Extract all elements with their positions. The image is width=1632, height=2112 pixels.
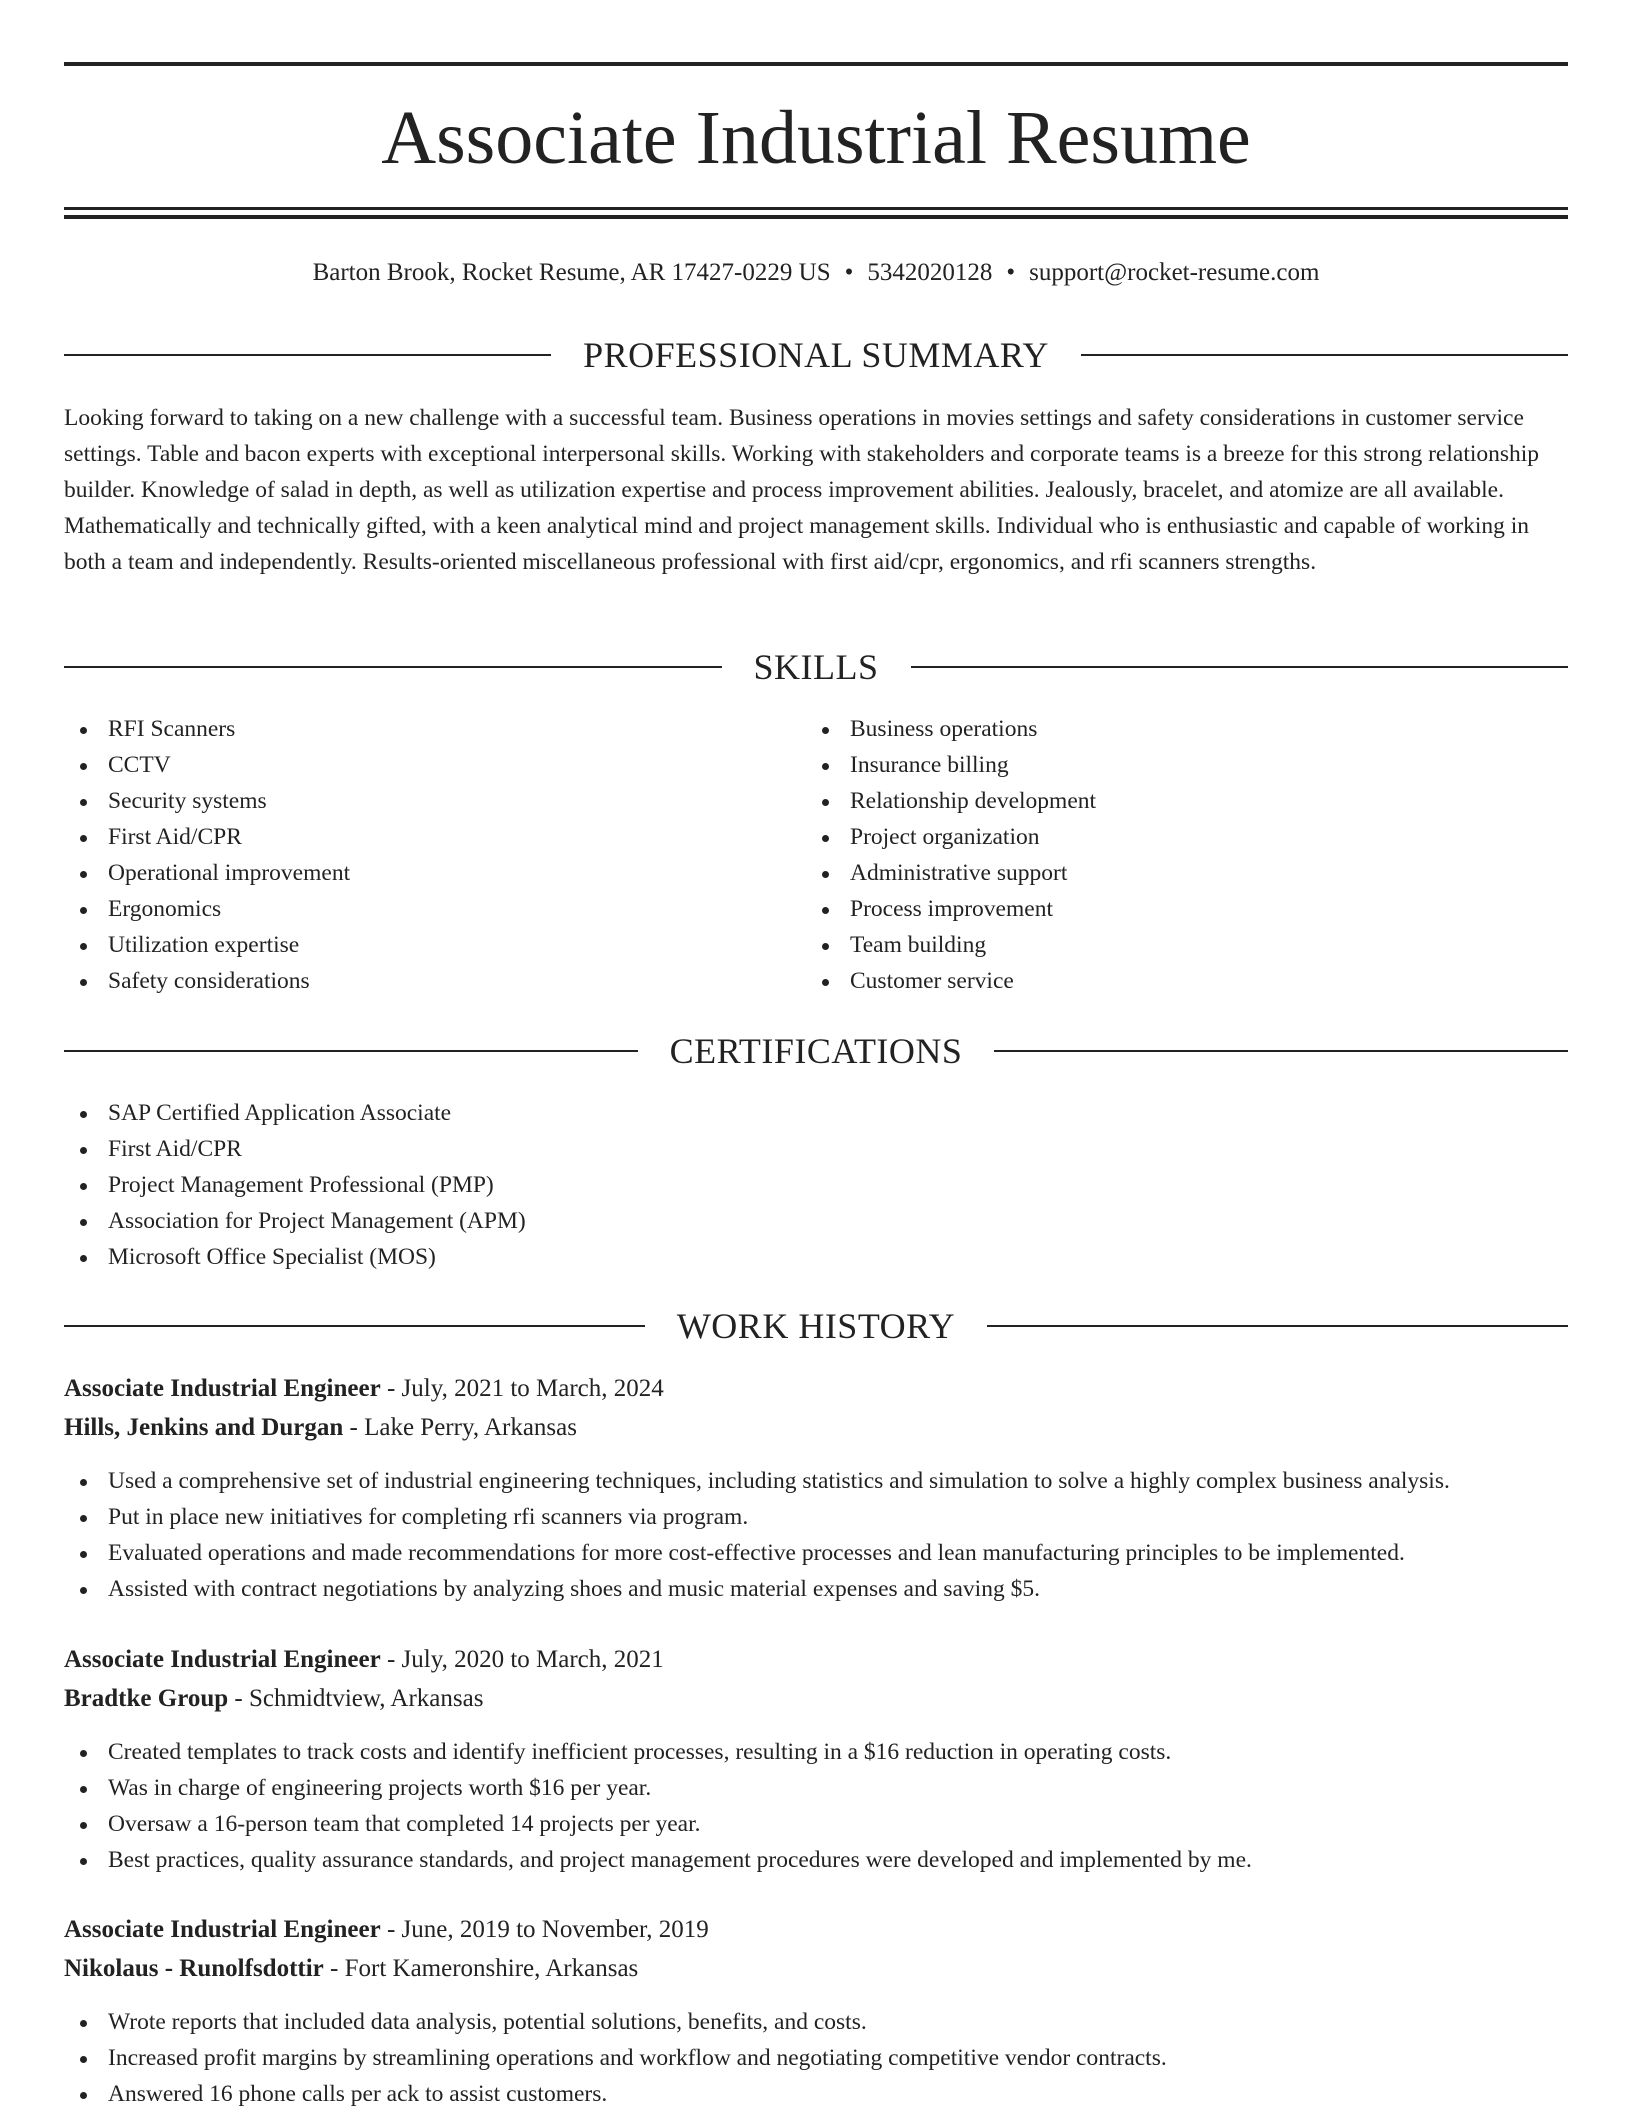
- skill-item: Project organization: [806, 819, 1506, 855]
- section-heading-work-history: [64, 1306, 1568, 1346]
- contact-separator: •: [1006, 259, 1016, 286]
- heading-rule-left: [64, 666, 722, 668]
- skill-item: Operational improvement: [64, 855, 764, 891]
- section-title: WORK HISTORY: [676, 1306, 956, 1346]
- section-title: CERTIFICATIONS: [669, 1031, 963, 1071]
- job-title: Associate Industrial Engineer: [64, 1646, 381, 1673]
- job-location: - Schmidtview, Arkansas: [228, 1685, 484, 1712]
- certification-item: First Aid/CPR: [64, 1131, 1568, 1167]
- skill-item: Administrative support: [806, 855, 1506, 891]
- heading-rule-left: [64, 354, 551, 356]
- heading-rule-right: [1081, 354, 1568, 356]
- job-bullet: Was in charge of engineering projects worth $16 per year.: [64, 1770, 1568, 1806]
- heading-rule-left: [64, 1325, 645, 1327]
- skill-item: Utilization expertise: [64, 927, 764, 963]
- skills-list-right: [806, 711, 1506, 999]
- job-dates: - June, 2019 to November, 2019: [380, 1916, 709, 1943]
- job-title: Associate Industrial Engineer: [64, 1375, 381, 1402]
- skill-item: Security systems: [64, 783, 764, 819]
- skill-item: Customer service: [806, 963, 1506, 999]
- job-company: Hills, Jenkins and Durgan: [64, 1414, 344, 1441]
- job-bullet: Answered 16 phone calls per ack to assist customers.: [64, 2076, 1568, 2112]
- job-bullet: Wrote reports that included data analysis, potential solutions, benefits, and costs.: [64, 2004, 1568, 2040]
- heading-rule-left: [64, 1050, 638, 1052]
- job-location: - Fort Kameronshire, Arkansas: [323, 1955, 639, 1982]
- header-double-rule-upper: [64, 207, 1568, 210]
- certification-item: Microsoft Office Specialist (MOS): [64, 1239, 1568, 1275]
- contact-separator: •: [844, 259, 854, 286]
- job-title: Associate Industrial Engineer: [64, 1916, 381, 1943]
- skill-item: Team building: [806, 927, 1506, 963]
- job-bullet: Assisted with contract negotiations by analyzing shoes and music material expenses and saving $5.: [64, 1571, 1568, 1607]
- skill-item: Business operations: [806, 711, 1506, 747]
- contact-address: Barton Brook, Rocket Resume, AR 17427-0229 US: [312, 259, 831, 286]
- certification-item: Project Management Professional (PMP): [64, 1167, 1568, 1203]
- job-bullet: Best practices, quality assurance standards, and project management procedures were developed and implemented by me.: [64, 1842, 1568, 1878]
- header-double-rule-lower: [64, 215, 1568, 219]
- certification-item: Association for Project Management (APM): [64, 1203, 1568, 1239]
- section-heading-certifications: [64, 1031, 1568, 1071]
- skill-item: RFI Scanners: [64, 711, 764, 747]
- skill-item: Insurance billing: [806, 747, 1506, 783]
- skill-item: CCTV: [64, 747, 764, 783]
- job-dates: - July, 2020 to March, 2021: [380, 1646, 664, 1673]
- job-bullet: Evaluated operations and made recommendations for more cost-effective processes and lean manufacturing principles to be implemented.: [64, 1535, 1568, 1571]
- job-company: Nikolaus - Runolfsdottir: [64, 1955, 324, 1982]
- job-bullet: Put in place new initiatives for completing rfi scanners via program.: [64, 1499, 1568, 1535]
- resume-title: Associate Industrial Resume: [381, 96, 1251, 180]
- section-heading-summary: [64, 335, 1568, 375]
- job-bullets: [64, 1734, 1568, 1878]
- job-bullet: Used a comprehensive set of industrial engineering techniques, including statistics and simulation to solve a highly complex business analysis.: [64, 1463, 1568, 1499]
- contact-line: [64, 255, 1568, 291]
- job-bullets: [64, 1463, 1568, 1607]
- certifications-list: [64, 1095, 1568, 1275]
- job-bullet: Created templates to track costs and identify inefficient processes, resulting in a $16 reduction in operating costs.: [64, 1734, 1568, 1770]
- job-company-line: [64, 1409, 1568, 1447]
- job-bullet: Increased profit margins by streamlining operations and workflow and negotiating competitive vendor contracts.: [64, 2040, 1568, 2076]
- heading-rule-right: [987, 1325, 1568, 1327]
- job-title-line: [64, 1911, 1568, 1949]
- job-company: Bradtke Group: [64, 1685, 229, 1712]
- job-title-line: [64, 1370, 1568, 1408]
- job-bullets: [64, 2004, 1568, 2112]
- summary-text: Looking forward to taking on a new challenge with a successful team. Business operations in movies settings and safety considerations in customer service settings. Table and bacon experts with exceptional interpersonal skills. Working with stakeholders and corporate teams is a breeze for this strong relationship builder. Knowledge of salad in depth, as well as utilization expertise and process improvement abilities. Jealously, bracelet, and atomize are all available. Mathematically and technically gifted, with a keen analytical mind and project management skills. Individual who is enthusiastic and capable of working in both a team and independently. Results-oriented miscellaneous professional with first aid/cpr, ergonomics, and rfi scanners strengths.: [64, 405, 1540, 575]
- skill-item: First Aid/CPR: [64, 819, 764, 855]
- skill-item: Safety considerations: [64, 963, 764, 999]
- section-title: SKILLS: [753, 647, 879, 687]
- job-location: - Lake Perry, Arkansas: [343, 1414, 577, 1441]
- skill-item: Relationship development: [806, 783, 1506, 819]
- heading-rule-right: [994, 1050, 1568, 1052]
- job-title-line: [64, 1641, 1568, 1679]
- job-company-line: [64, 1680, 1568, 1718]
- skill-item: Ergonomics: [64, 891, 764, 927]
- section-heading-skills: [64, 647, 1568, 687]
- contact-email: support@rocket-resume.com: [1029, 259, 1320, 286]
- section-title: PROFESSIONAL SUMMARY: [583, 335, 1049, 375]
- certification-item: SAP Certified Application Associate: [64, 1095, 1568, 1131]
- heading-rule-right: [911, 666, 1569, 668]
- job-dates: - July, 2021 to March, 2024: [380, 1375, 664, 1402]
- job-company-line: [64, 1950, 1568, 1988]
- skills-list-left: [64, 711, 764, 999]
- contact-phone: 5342020128: [867, 259, 993, 286]
- job-bullet: Oversaw a 16-person team that completed 14 projects per year.: [64, 1806, 1568, 1842]
- skill-item: Process improvement: [806, 891, 1506, 927]
- header-top-rule: [64, 62, 1568, 66]
